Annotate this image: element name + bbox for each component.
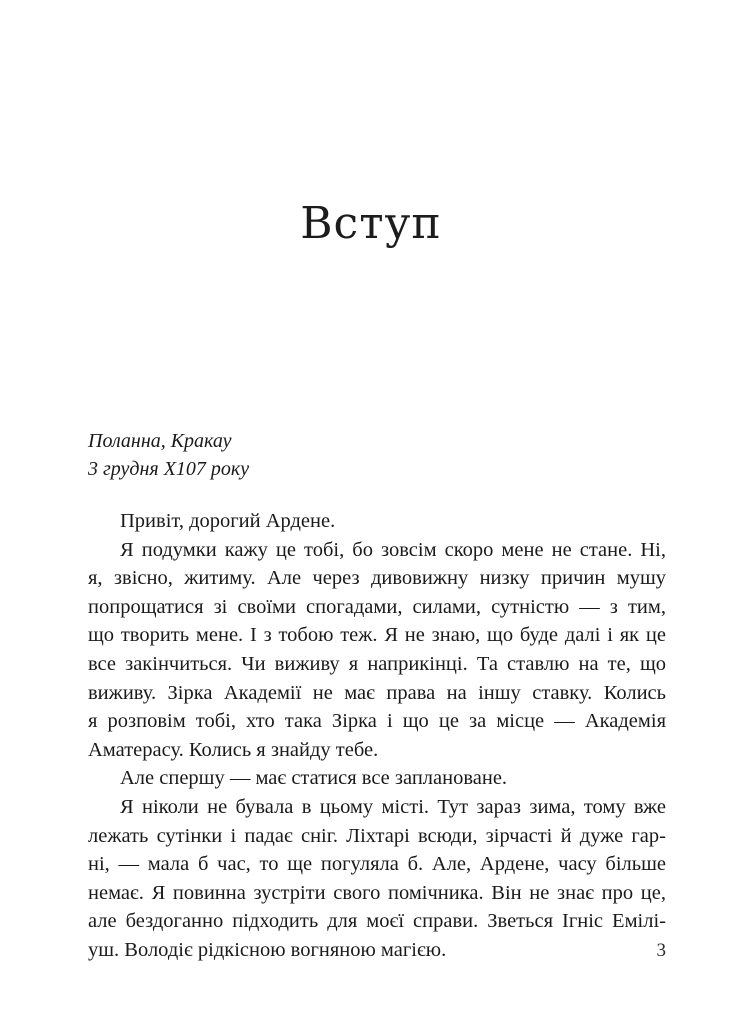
body-line: Привіт, дорогий Ардене.	[120, 510, 336, 532]
body-line: я, звісно, житиму. Але через дивовижну низку причин мушу	[88, 567, 666, 590]
body-text	[88, 507, 666, 965]
body-line: Я подумки кажу це тобі, бо зовсім скоро мене не стане. Ні,	[120, 538, 666, 561]
dateline-place: Поланна, Кракау	[88, 430, 232, 452]
body-line: Аматерасу. Колись я знайду тебе.	[88, 738, 379, 761]
body-line: Але спершу — має статися все заплановане.	[120, 767, 508, 790]
body-line: уш. Володіє рідкісною вогняною магією.	[88, 938, 447, 961]
body-line: Я ніколи не бувала в цьому місті. Тут зараз зима, тому вже	[120, 795, 666, 818]
body-line: що творить мене. І з тобою теж. Я не знаю, що буде далі і як це	[88, 624, 666, 647]
body-line: все закінчиться. Чи виживу я наприкінці. Та ставлю на те, що	[88, 652, 666, 675]
body-line: але бездоганно підходить для моєї справи. Зветься Ігніс Емілі-	[88, 910, 666, 933]
body-line: виживу. Зірка Академії не має права на іншу ставку. Колись	[88, 681, 666, 704]
dateline-date: 3 грудня Х107 року	[88, 458, 250, 480]
body-line: попрощатися зі своїми спогадами, силами, сутністю — з тим,	[88, 595, 666, 618]
body-line: я розповім тобі, хто така Зірка і що це за місце — Академія	[88, 710, 666, 733]
dateline	[88, 427, 668, 483]
page-number: 3	[656, 940, 666, 961]
body-line: лежать сутінки і падає сніг. Ліхтарі всюди, зірчасті й дуже гар-	[88, 824, 666, 847]
body-line: немає. Я повинна зустріти свого помічника. Він не знає про це,	[88, 881, 666, 904]
body-line: ні, — мала б час, то ще погуляла б. Але, Ардене, часу більше	[88, 853, 666, 876]
chapter-title: Вступ	[300, 198, 442, 249]
